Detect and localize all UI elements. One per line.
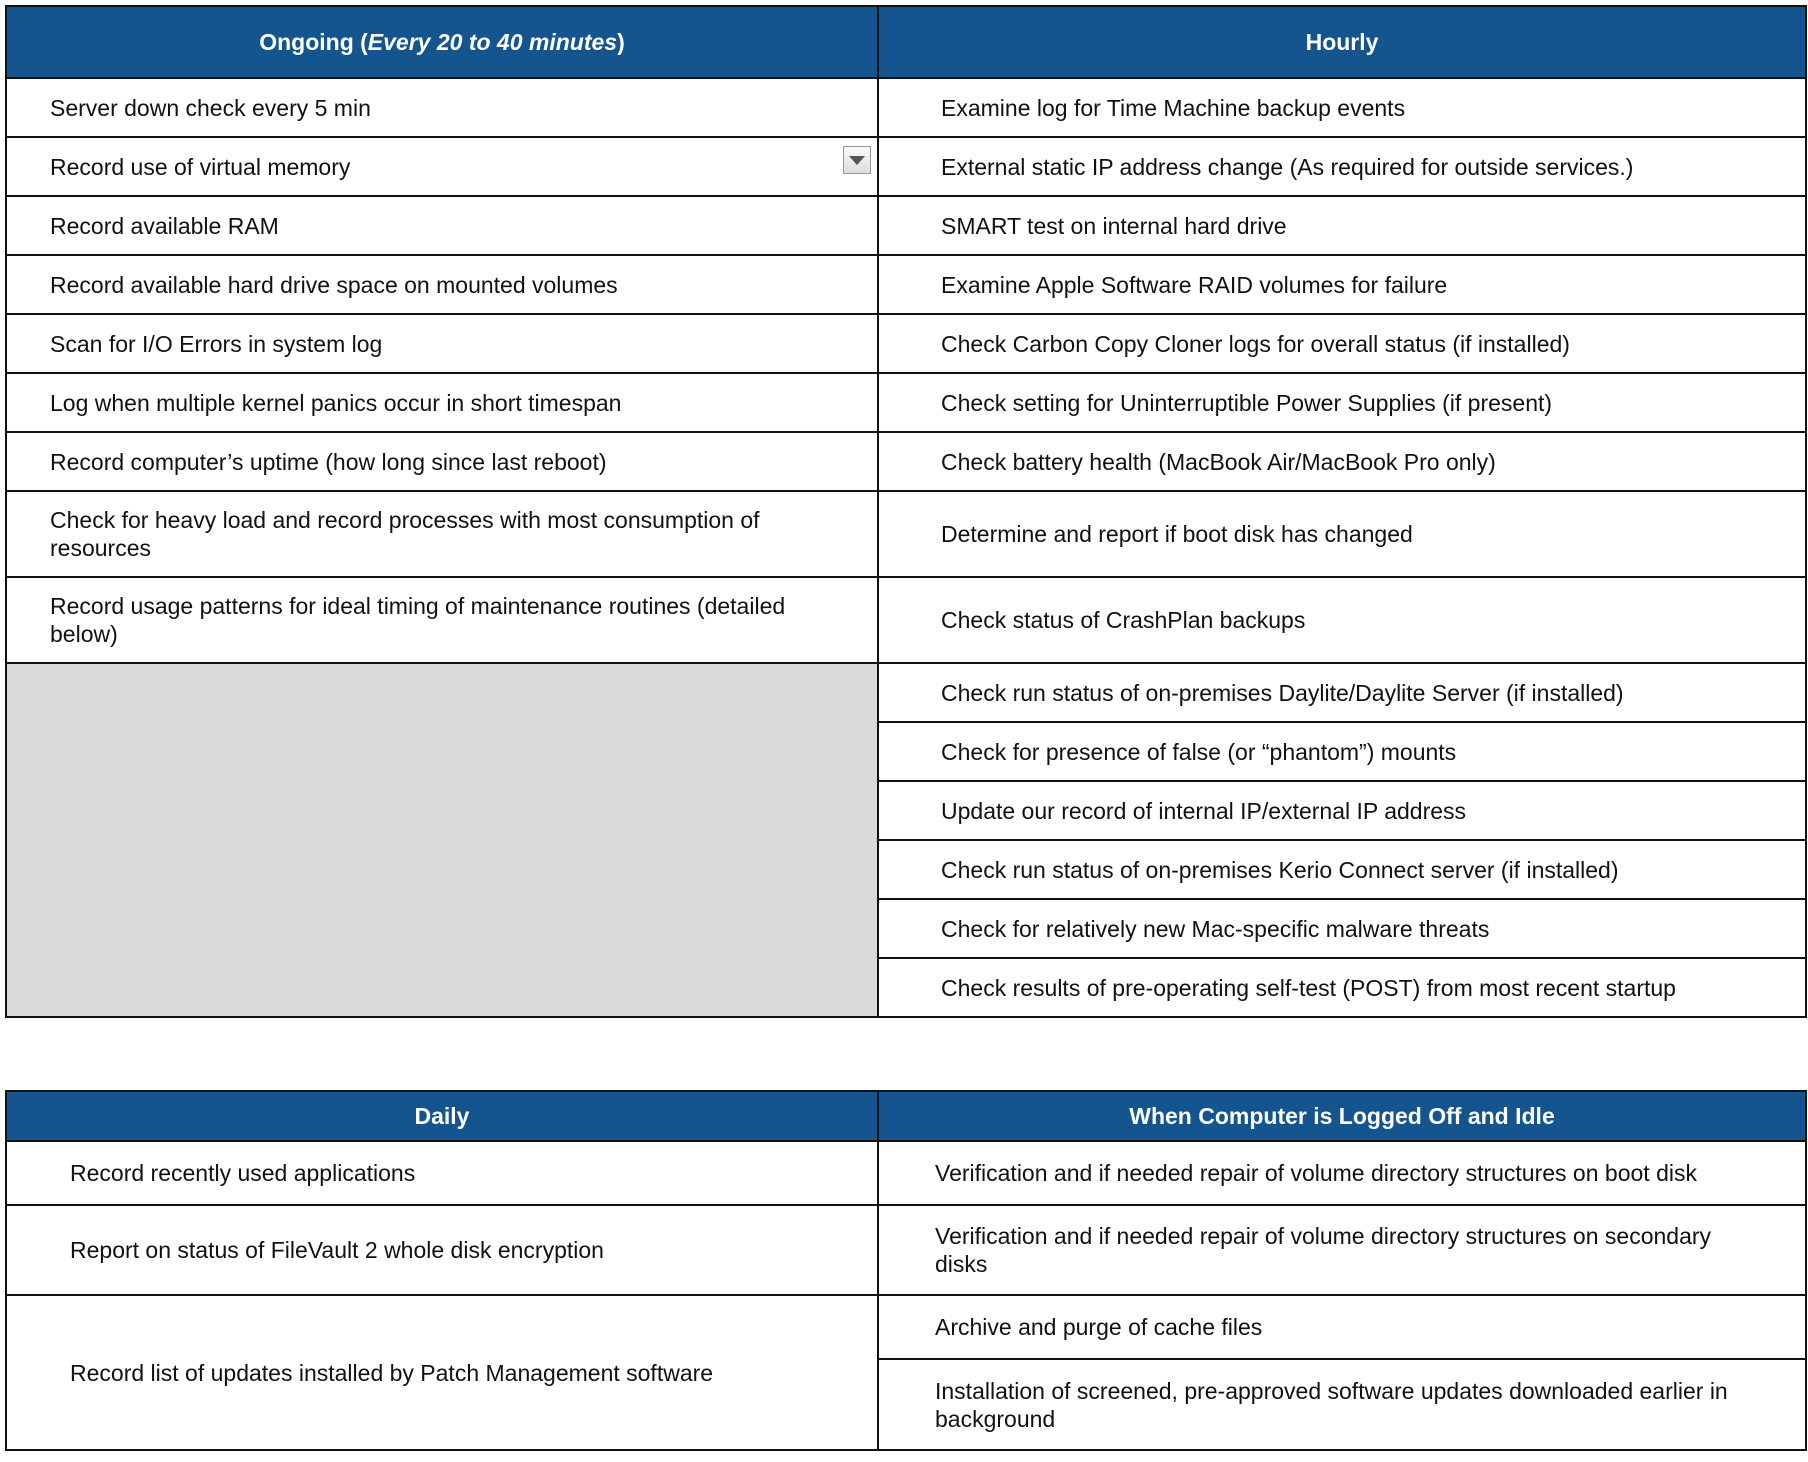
table-row (6, 78, 1806, 137)
daily-cell: Record recently used applications (6, 1141, 878, 1205)
header-idle: When Computer is Logged Off and Idle (878, 1091, 1806, 1141)
table-row (6, 491, 1806, 577)
ongoing-cell: Scan for I/O Errors in system log (6, 314, 878, 373)
idle-cell: Verification and if needed repair of volume directory structures on boot disk (878, 1141, 1806, 1205)
hourly-cell: Check battery health (MacBook Air/MacBook Pro only) (878, 432, 1806, 491)
table-row (6, 432, 1806, 491)
idle-cell: Archive and purge of cache files (878, 1295, 1806, 1359)
hourly-cell: Check status of CrashPlan backups (878, 577, 1806, 663)
ongoing-cell: Server down check every 5 min (6, 78, 878, 137)
ongoing-cell: Record computer’s uptime (how long since last reboot) (6, 432, 878, 491)
daily-cell: Report on status of FileVault 2 whole disk encryption (6, 1205, 878, 1295)
header-hourly: Hourly (878, 6, 1806, 78)
hourly-cell: Check Carbon Copy Cloner logs for overall status (if installed) (878, 314, 1806, 373)
hourly-cell: Check setting for Uninterruptible Power Supplies (if present) (878, 373, 1806, 432)
ongoing-cell: Record usage patterns for ideal timing of maintenance routines (detailed below) (6, 577, 878, 663)
table-row (6, 1141, 1806, 1205)
schedule-table-daily-idle (5, 1090, 1807, 1451)
header-ongoing-close: ) (617, 29, 625, 55)
table-row (6, 314, 1806, 373)
table-row (6, 663, 1806, 722)
table-row (6, 1205, 1806, 1295)
header-daily: Daily (6, 1091, 878, 1141)
table-row (6, 1295, 1806, 1359)
chevron-down-icon (849, 156, 865, 165)
ongoing-cell: Record available RAM (6, 196, 878, 255)
hourly-cell: Check run status of on-premises Kerio Connect server (if installed) (878, 840, 1806, 899)
hourly-cell: Check for relatively new Mac-specific malware threats (878, 899, 1806, 958)
header-row (6, 6, 1806, 78)
schedule-table-ongoing-hourly (5, 5, 1807, 1018)
ongoing-cell-text: Record use of virtual memory (50, 153, 351, 180)
cell-dropdown-button[interactable] (843, 146, 871, 174)
hourly-cell: Check for presence of false (or “phantom”) mounts (878, 722, 1806, 781)
ongoing-cell: Log when multiple kernel panics occur in short timespan (6, 373, 878, 432)
table-row (6, 373, 1806, 432)
hourly-cell: Determine and report if boot disk has changed (878, 491, 1806, 577)
hourly-cell: Examine Apple Software RAID volumes for failure (878, 255, 1806, 314)
table-row (6, 255, 1806, 314)
header-ongoing-label: Ongoing ( (259, 29, 368, 55)
table-row (6, 577, 1806, 663)
hourly-cell: SMART test on internal hard drive (878, 196, 1806, 255)
hourly-cell: External static IP address change (As required for outside services.) (878, 137, 1806, 196)
idle-cell: Installation of screened, pre-approved software updates downloaded earlier in background (878, 1359, 1806, 1450)
ongoing-cell: Record available hard drive space on mounted volumes (6, 255, 878, 314)
table-row (6, 196, 1806, 255)
header-ongoing-interval: Every 20 to 40 minutes (367, 29, 618, 55)
hourly-cell: Update our record of internal IP/external IP address (878, 781, 1806, 840)
daily-cell: Record list of updates installed by Patch Management software (6, 1295, 878, 1450)
empty-gray-cell (6, 663, 878, 1017)
ongoing-cell-with-dropdown (6, 137, 878, 196)
ongoing-cell: Check for heavy load and record processes with most consumption of resources (6, 491, 878, 577)
header-ongoing (6, 6, 878, 78)
hourly-cell: Check results of pre-operating self-test (POST) from most recent startup (878, 958, 1806, 1017)
table-row (6, 137, 1806, 196)
hourly-cell: Examine log for Time Machine backup events (878, 78, 1806, 137)
hourly-cell: Check run status of on-premises Daylite/Daylite Server (if installed) (878, 663, 1806, 722)
idle-cell: Verification and if needed repair of volume directory structures on secondary disks (878, 1205, 1806, 1295)
header-row (6, 1091, 1806, 1141)
